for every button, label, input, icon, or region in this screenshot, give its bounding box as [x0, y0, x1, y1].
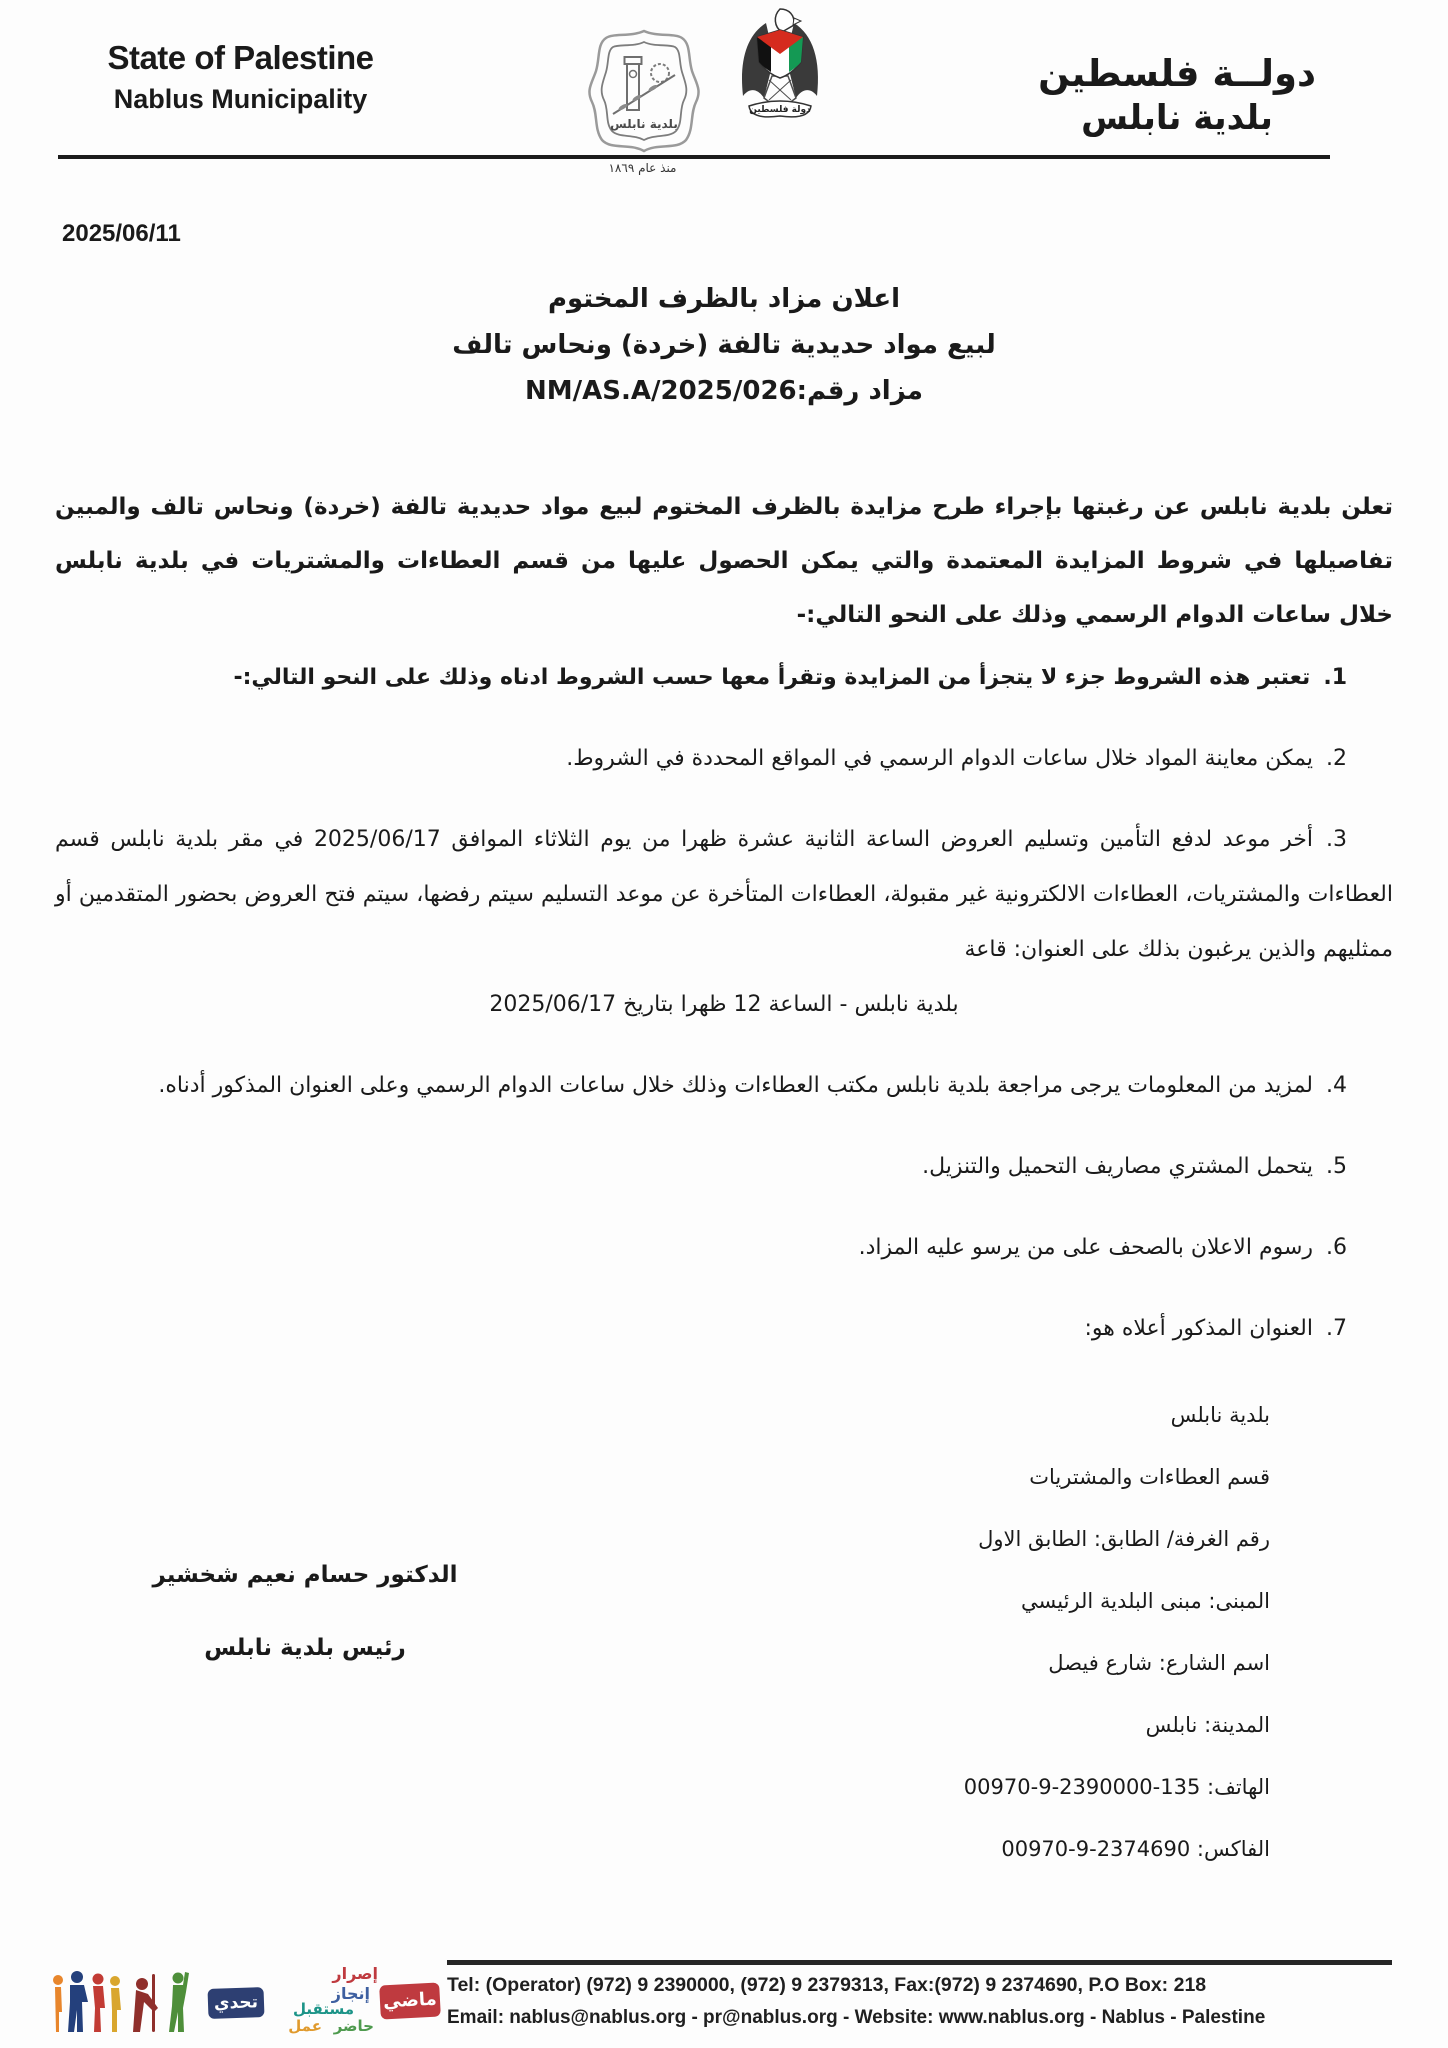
item-text: يتحمل المشتري مصاريف التحميل والتنزيل. — [922, 1154, 1313, 1179]
slogan-word-future: مستقبل — [293, 2000, 354, 2018]
slogan-words — [268, 1962, 380, 2042]
people-figures-icon — [50, 1968, 205, 2042]
address-line-street: اسم الشارع: شارع فيصل — [1048, 1651, 1270, 1675]
item-number: 6. — [1326, 1235, 1347, 1260]
since-1869-note: منذ عام ١٨٦٩ — [608, 161, 677, 175]
auction-title-line2: لبيع مواد حديدية تالفة (خردة) ونحاس تالف — [452, 330, 996, 360]
signature-name: الدكتور حسام نعيم شخشير — [152, 1562, 458, 1588]
state-title-en: State of Palestine — [107, 39, 374, 76]
item-number: 5. — [1326, 1154, 1347, 1179]
item-text: أخر موعد لدفع التأمين وتسليم العروض الساعة الثانية عشرة ظهرا من يوم الثلاثاء الموافق 2025/06/17 في مقر بلدية نابلس قسم العطاءات والمشتريات، العطاءات الالكترونية غير مقبولة، العطاءات المتأخرة عن موعد التسليم سيتم رفضها، سيتم فتح العروض بحضور المتقدمين أو ممثليهم والذين يرغبون بذلك على العنوان: قاعة — [55, 827, 1393, 962]
state-title-ar: دولــة فلسطين — [1038, 52, 1316, 95]
footer-divider — [447, 1960, 1392, 1965]
palestine-eagle-emblem-icon — [731, 6, 829, 132]
signature-role: رئيس بلدية نابلس — [204, 1635, 406, 1661]
header-english-block — [58, 36, 423, 117]
header-divider — [58, 155, 1330, 159]
item-text: يمكن معاينة المواد خلال ساعات الدوام الرسمي في المواقع المحددة في الشروط. — [566, 746, 1313, 771]
header-arabic-block — [1038, 50, 1316, 141]
item-number: 4. — [1326, 1073, 1347, 1098]
document-date: 2025/06/11 — [62, 220, 181, 247]
slogan-word-achievement: إنجاز — [331, 1984, 370, 2003]
footer-tel-line: Tel: (Operator) (972) 9 2390000, (972) 9 2379313, Fax:(972) 9 2374690, P.O Box: 218 — [447, 1974, 1207, 1996]
term-item-1 — [55, 650, 1393, 705]
item-text: رسوم الاعلان بالصحف على من يرسو عليه المزاد. — [858, 1235, 1313, 1260]
item-number: 2. — [1326, 746, 1347, 771]
seal-caption: بلدية نابلس — [610, 117, 678, 131]
term-item-2 — [55, 731, 1393, 786]
slogan-word-determination: إصرار — [332, 1964, 378, 1983]
municipality-title-en: Nablus Municipality — [113, 83, 368, 114]
address-line-fax: الفاكس: 2374690-9-00970 — [1001, 1837, 1270, 1861]
item-number: 3. — [1326, 827, 1347, 852]
term-item-5 — [55, 1139, 1393, 1194]
terms-list — [55, 650, 1393, 1382]
item-text: لمزيد من المعلومات يرجى مراجعة بلدية نابلس مكتب العطاءات وذلك خلال ساعات الدوام الرسمي وعلى العنوان المذكور أدناه. — [158, 1073, 1313, 1098]
address-line-department: قسم العطاءات والمشتريات — [1029, 1465, 1270, 1489]
item-text: العنوان المذكور أعلاه هو: — [1084, 1316, 1313, 1341]
address-line-municipality: بلدية نابلس — [1170, 1403, 1270, 1427]
address-line-building: المبنى: مبنى البلدية الرئيسي — [1021, 1589, 1270, 1613]
term-item-7 — [55, 1301, 1393, 1356]
nablus-municipality-seal-icon — [583, 28, 705, 158]
eagle-banner-caption: دولة فلسطين — [749, 105, 811, 115]
municipality-title-ar: بلدية نابلس — [1081, 98, 1273, 139]
item-text: تعتبر هذه الشروط جزء لا يتجزأ من المزايدة وتقرأ معها حسب الشروط ادناه وذلك على النحو التالي:- — [233, 665, 1311, 690]
intro-paragraph: تعلن بلدية نابلس عن رغبتها بإجراء طرح مزايدة بالظرف المختوم لبيع مواد حديدية تالفة (خردة) ونحاس تالف والمبين تفاصيلها في شروط المزايدة المعتمدة والتي يمكن الحصول عليها من قسم العطاءات والمشتريات في بلدية نابلس خلال ساعات الدوام الرسمي وذلك على النحو التالي:- — [55, 494, 1393, 628]
term-item-3 — [55, 812, 1393, 1032]
municipality-slogan-logo — [50, 1962, 442, 2044]
footer-email-line: Email: nablus@nablus.org - pr@nablus.org - Website: www.nablus.org - Nablus - Palestine — [447, 2007, 1266, 2028]
term-item-4 — [55, 1058, 1393, 1113]
address-line-room-floor: رقم الغرفة/ الطابق: الطابق الاول — [978, 1527, 1270, 1551]
auction-title-line1: اعلان مزاد بالظرف المختوم — [547, 284, 901, 314]
address-line-city: المدينة: نابلس — [1145, 1713, 1270, 1737]
auction-title-block — [0, 276, 1448, 414]
slogan-badge-challenge: تحدي — [207, 1987, 264, 2019]
address-line-phone: الهاتف: 135-2390000-9-00970 — [963, 1775, 1270, 1799]
item-number: 1. — [1323, 665, 1347, 690]
slogan-word-present: حاضر — [333, 2017, 374, 2035]
address-block — [964, 1398, 1270, 1894]
term-item-6 — [55, 1220, 1393, 1275]
item-number: 7. — [1326, 1316, 1347, 1341]
auction-number-line: مزاد رقم:NM/AS.A/2025/026 — [525, 376, 923, 406]
slogan-badge-past: ماضي — [379, 1982, 441, 2019]
auction-session-line: بلدية نابلس - الساعة 12 ظهرا بتاريخ 2025/06/17 — [489, 992, 959, 1017]
signature-block — [138, 1562, 472, 1661]
slogan-word-work: عمل — [288, 2017, 322, 2035]
